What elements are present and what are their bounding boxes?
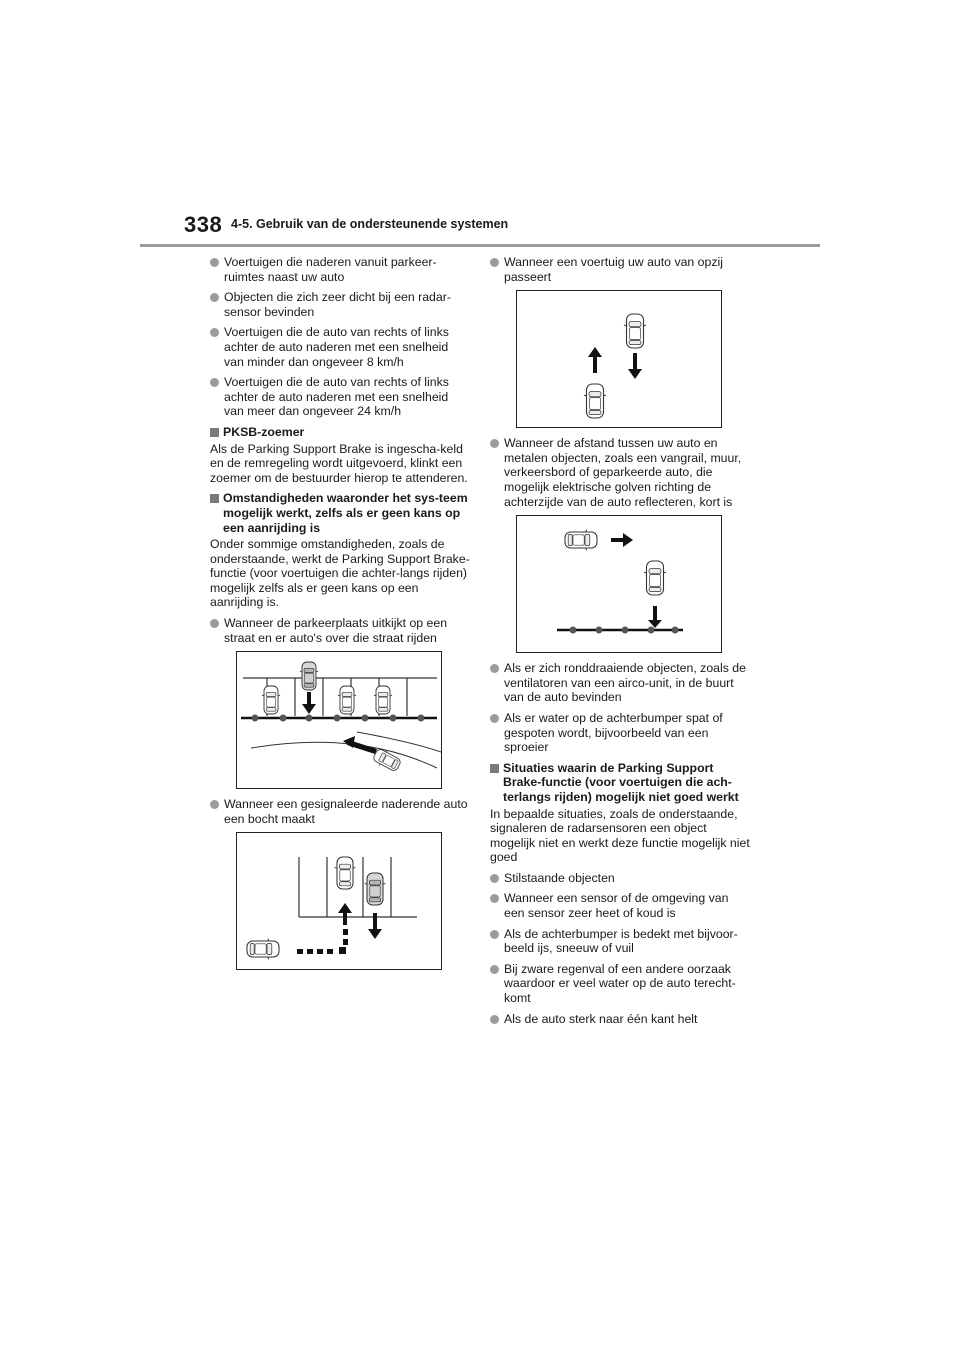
right-column bbox=[490, 255, 750, 1032]
figure-side-pass bbox=[516, 290, 722, 428]
paragraph-situations: In bepaalde situaties, zoals de onderstaande, signaleren de radarsensoren een object mogelijk niet en werkt deze functie mogelijk niet goed bbox=[490, 806, 750, 865]
list-item: Bij zware regenval of een andere oorzaak waardoor er veel water op de auto terecht-komt bbox=[490, 962, 750, 1006]
list-item: Wanneer een sensor of de omgeving van een sensor zeer heet of koud is bbox=[490, 891, 750, 920]
heading-situations: Situaties waarin de Parking Support Brake-functie (voor voertuigen die ach-terlangs rijden) mogelijk niet goed werkt bbox=[490, 761, 750, 805]
list-item: Stilstaande objecten bbox=[490, 871, 750, 886]
curve-illustration bbox=[237, 833, 441, 969]
page-number: 338 bbox=[184, 212, 223, 237]
figure-metal-objects bbox=[516, 515, 722, 653]
paragraph-buzzer: Als de Parking Support Brake is ingescha-keld en de remregeling wordt uitgevoerd, klinkt een zoemer om de bestuurder hierop te attenderen. bbox=[210, 441, 468, 485]
paragraph-conditions: Onder sommige omstandigheden, zoals de onderstaande, werkt de Parking Support Brake-functie (voor voertuigen die achter-langs rijden) mogelijk zelfs als er geen kans op een aanrijding is. bbox=[210, 537, 470, 610]
heading-conditions: Omstandigheden waaronder het sys-teem mogelijk werkt, zelfs als er geen kans op een aanrijding is bbox=[210, 491, 470, 535]
list-item: Als er zich ronddraaiende objecten, zoals de ventilatoren van een airco-unit, in de buurt van de auto bevinden bbox=[490, 661, 750, 705]
side-pass-illustration bbox=[517, 291, 721, 427]
left-column bbox=[210, 255, 470, 978]
list-item: Als er water op de achterbumper spat of gespoten wordt, bijvoorbeeld van een sproeier bbox=[490, 711, 750, 755]
figure-parking-street bbox=[236, 651, 442, 789]
list-item-curve: Wanneer een gesignaleerde naderende auto een bocht maakt bbox=[210, 797, 470, 826]
list-item-street: Wanneer de parkeerplaats uitkijkt op een straat en er auto's over die straat rijden bbox=[210, 616, 470, 645]
section-title: 4-5. Gebruik van de ondersteunende systemen bbox=[231, 217, 509, 231]
heading-buzzer: PKSB-zoemer bbox=[210, 425, 470, 440]
list-item: Objecten die zich zeer dicht bij een radar-sensor bevinden bbox=[210, 290, 470, 319]
list-item: Voertuigen die de auto van rechts of links achter de auto naderen met een snelheid van meer dan ongeveer 24 km/h bbox=[210, 375, 470, 419]
list-item: Als de achterbumper is bedekt met bijvoor-beeld ijs, sneeuw of vuil bbox=[490, 927, 750, 956]
header-divider bbox=[140, 244, 820, 247]
list-item: Als de auto sterk naar één kant helt bbox=[490, 1012, 750, 1027]
parking-street-illustration bbox=[237, 652, 441, 788]
list-item-distance: Wanneer de afstand tussen uw auto en metalen objecten, zoals een vangrail, muur, verkeersbord of geparkeerde auto, die mogelijk elektrische golven richting de achterzijde van de auto reflecteren, kort is bbox=[490, 436, 750, 509]
list-item-side: Wanneer een voertuig uw auto van opzij passeert bbox=[490, 255, 750, 284]
metal-objects-illustration bbox=[517, 516, 721, 652]
list-item: Voertuigen die de auto van rechts of links achter de auto naderen met een snelheid van minder dan ongeveer 8 km/h bbox=[210, 325, 470, 369]
list-item: Voertuigen die naderen vanuit parkeer-ruimtes naast uw auto bbox=[210, 255, 470, 284]
figure-curve bbox=[236, 832, 442, 970]
